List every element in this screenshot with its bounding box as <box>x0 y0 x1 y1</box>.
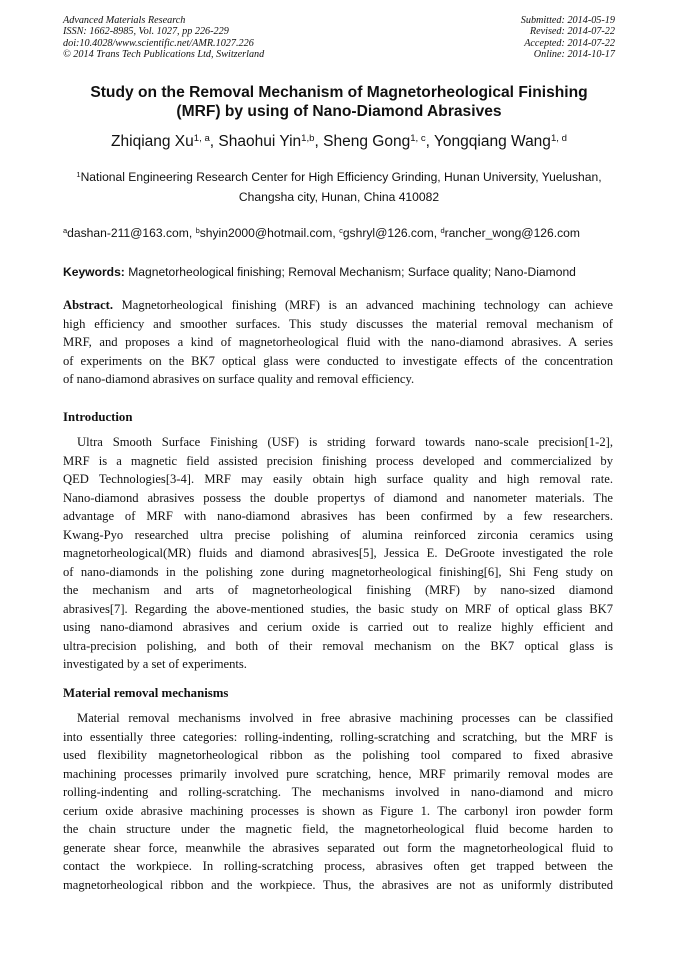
introduction-body <box>63 433 613 674</box>
abstract-line: Abstract. Magnetorheological finishing (MRF) is an advanced machining technology can achieve <box>63 298 613 312</box>
email-mark: d <box>440 225 445 235</box>
journal-copyright: © 2014 Trans Tech Publications Ltd, Switzerland <box>63 49 265 61</box>
author-list: Zhiqiang Xu$^{1, a}$, Shaohui Yin$^{1,b}$, Sheng Gong$^{1, c}$, Yongqiang Wang$^{1, d}$ <box>111 132 567 150</box>
intro-line: QED Technologies[3-4]. MRF may easily obtain high surface quality and high removal rate. <box>63 472 613 486</box>
journal-header <box>63 15 615 63</box>
intro-line: MRF is a magnetic field assisted precision finishing process developed and commercialized by <box>63 453 613 468</box>
affiliation-text: National Engineering Research Center for High Efficiency Grinding, Hunan University, Yuelushan, <box>80 170 602 184</box>
email-link[interactable]: rancher_wong@126.com <box>444 226 580 240</box>
abstract-label: Abstract. <box>63 298 114 312</box>
paper-title <box>63 83 615 121</box>
intro-line: the mechanism and arts of magnetorheological finishing (MRF) by nano-sized diamond <box>63 583 613 597</box>
email-mark: a <box>63 225 68 235</box>
intro-line: Kwang-Pyo researched ultra precise polishing of alumina reinforced zirconia ceramics using <box>63 527 613 542</box>
abstract-line: high efficiency and smoother surfaces. This study discusses the material removal mechanism of <box>63 316 613 331</box>
intro-line: abrasives[7]. Regarding the above-mentioned studies, the basic study on MRF of optical glass BK7 <box>63 601 613 616</box>
date-submitted: Submitted: 2014-05-19 <box>520 15 615 26</box>
removal-line: Material removal mechanisms involved in free abrasive machining processes can be classified <box>77 711 613 725</box>
author-name: Zhiqiang Xu <box>111 133 194 150</box>
author-name: Yongqiang Wang <box>434 133 551 150</box>
affiliation <box>63 167 615 207</box>
affiliation-mark: 1 <box>76 169 81 179</box>
abstract <box>63 296 613 389</box>
author-affiliation-mark: 1,b <box>301 132 315 144</box>
keywords-label: Keywords: <box>63 265 125 279</box>
email-mark: b <box>195 225 200 235</box>
removal-line: cerium oxide abrasive machining processes is shown as Figure 1. The carbonyl iron powder form <box>63 803 613 818</box>
intro-line: of nano-diamonds in the polishing zone during magnetorheological finishing[6], Shi Feng study on <box>63 564 613 579</box>
submission-dates <box>521 15 615 61</box>
removal-heading: Material removal mechanisms <box>63 686 229 700</box>
journal-doi: doi:10.4028/www.scientific.net/AMR.1027.226 <box>63 37 254 49</box>
removal-line: machining processes primarily involved pure scratching, hence, MRF primarily removal modes are <box>63 766 613 781</box>
journal-info <box>63 15 264 61</box>
journal-name: Advanced Materials Research <box>63 15 186 26</box>
author-name: Sheng Gong <box>323 133 411 150</box>
removal-line: magnetorheological ribbon and the workpiece. Thus, the abrasives are not as uniformly distributed <box>63 877 613 892</box>
affiliation-line-1 <box>63 167 615 187</box>
removal-line: into essentially three categories: rolling-indenting, rolling-scratching and scratching, but the MRF is <box>63 729 613 744</box>
author-name: Shaohui Yin <box>218 133 302 150</box>
intro-line: Nano-diamond abrasives possess the double propertys of diamond and nanometer materials. The <box>63 490 613 505</box>
abstract-line: of nano-diamond abrasives on surface quality and removal efficiency. <box>63 372 415 386</box>
email-link[interactable]: dashan-211@163.com <box>67 226 189 240</box>
introduction-heading: Introduction <box>63 410 133 424</box>
title-line-1: Study on the Removal Mechanism of Magnetorheological Finishing <box>90 84 588 101</box>
intro-line: using nano-diamond abrasives and cerium oxide is carried out to realize highly efficient and <box>63 620 613 634</box>
author-affiliation-mark: 1, d <box>550 132 567 144</box>
email-link[interactable]: gshryl@126.com <box>342 226 434 240</box>
keywords-text: Magnetorheological finishing; Removal Mechanism; Surface quality; Nano-Diamond <box>128 265 576 279</box>
date-accepted: Accepted: 2014-07-22 <box>524 37 615 49</box>
intro-line: investigated by a set of experiments. <box>63 657 247 671</box>
email-mark: c <box>339 225 343 235</box>
abstract-line: MRF, and proposes a kind of magnetorheological fluid with the nano-diamond abrasives. A series <box>63 335 613 349</box>
email-link[interactable]: shyin2000@hotmail.com <box>199 226 333 240</box>
removal-line: contact the workpiece. In rolling-scratching process, abrasives often get trapped between the <box>63 859 613 873</box>
abstract-line: of experiments on the BK7 optical glass were conducted to investigate effects of the concentration <box>63 353 613 368</box>
removal-line: generate shear force, meanwhile the abrasives separated out form the magnetorheological fluid to <box>63 840 613 855</box>
removal-line: used flexibility magnetorheological ribbon as the polishing tool compared to fixed abrasive <box>63 748 613 762</box>
author-affiliation-mark: 1, a <box>193 132 210 144</box>
title-line-2: (MRF) by using of Nano-Diamond Abrasives <box>176 103 502 120</box>
intro-line: advantage of MRF with nano-diamond abrasives has been confirmed by a few researchers. <box>63 509 613 523</box>
intro-line: magnetorheological(MR) fluids and diamond abrasives[5], Jessica E. DeGroote investigated the role <box>63 546 613 560</box>
intro-line: ultra-precision polishing, and both of their removal mechanism on the BK7 optical glass is <box>63 638 613 653</box>
removal-body <box>63 709 613 894</box>
removal-line: the chain structure under the magnetic field, the magnetorheological fluid become harden to <box>63 822 613 836</box>
intro-line: Ultra Smooth Surface Finishing (USF) is striding forward towards nano-scale precision[1-2], <box>77 435 613 449</box>
author-affiliation-mark: 1, c <box>410 132 426 144</box>
author-emails: $^a$dashan-211@163.com, $^b$shyin2000@hotmail.com, $^c$gshryl@126.com, $^d$rancher_wong@126.com <box>63 225 580 240</box>
keywords <box>63 263 615 281</box>
affiliation-line-2: Changsha city, Hunan, China 410082 <box>238 190 440 204</box>
date-online: Online: 2014-10-17 <box>533 49 615 61</box>
journal-issn: ISSN: 1662-8985, Vol. 1027, pp 226-229 <box>63 26 229 38</box>
removal-line: rolling-indenting and rolling-scratching. The mechanisms involved in nano-diamond and micro <box>63 785 613 799</box>
date-revised: Revised: 2014-07-22 <box>529 26 615 38</box>
